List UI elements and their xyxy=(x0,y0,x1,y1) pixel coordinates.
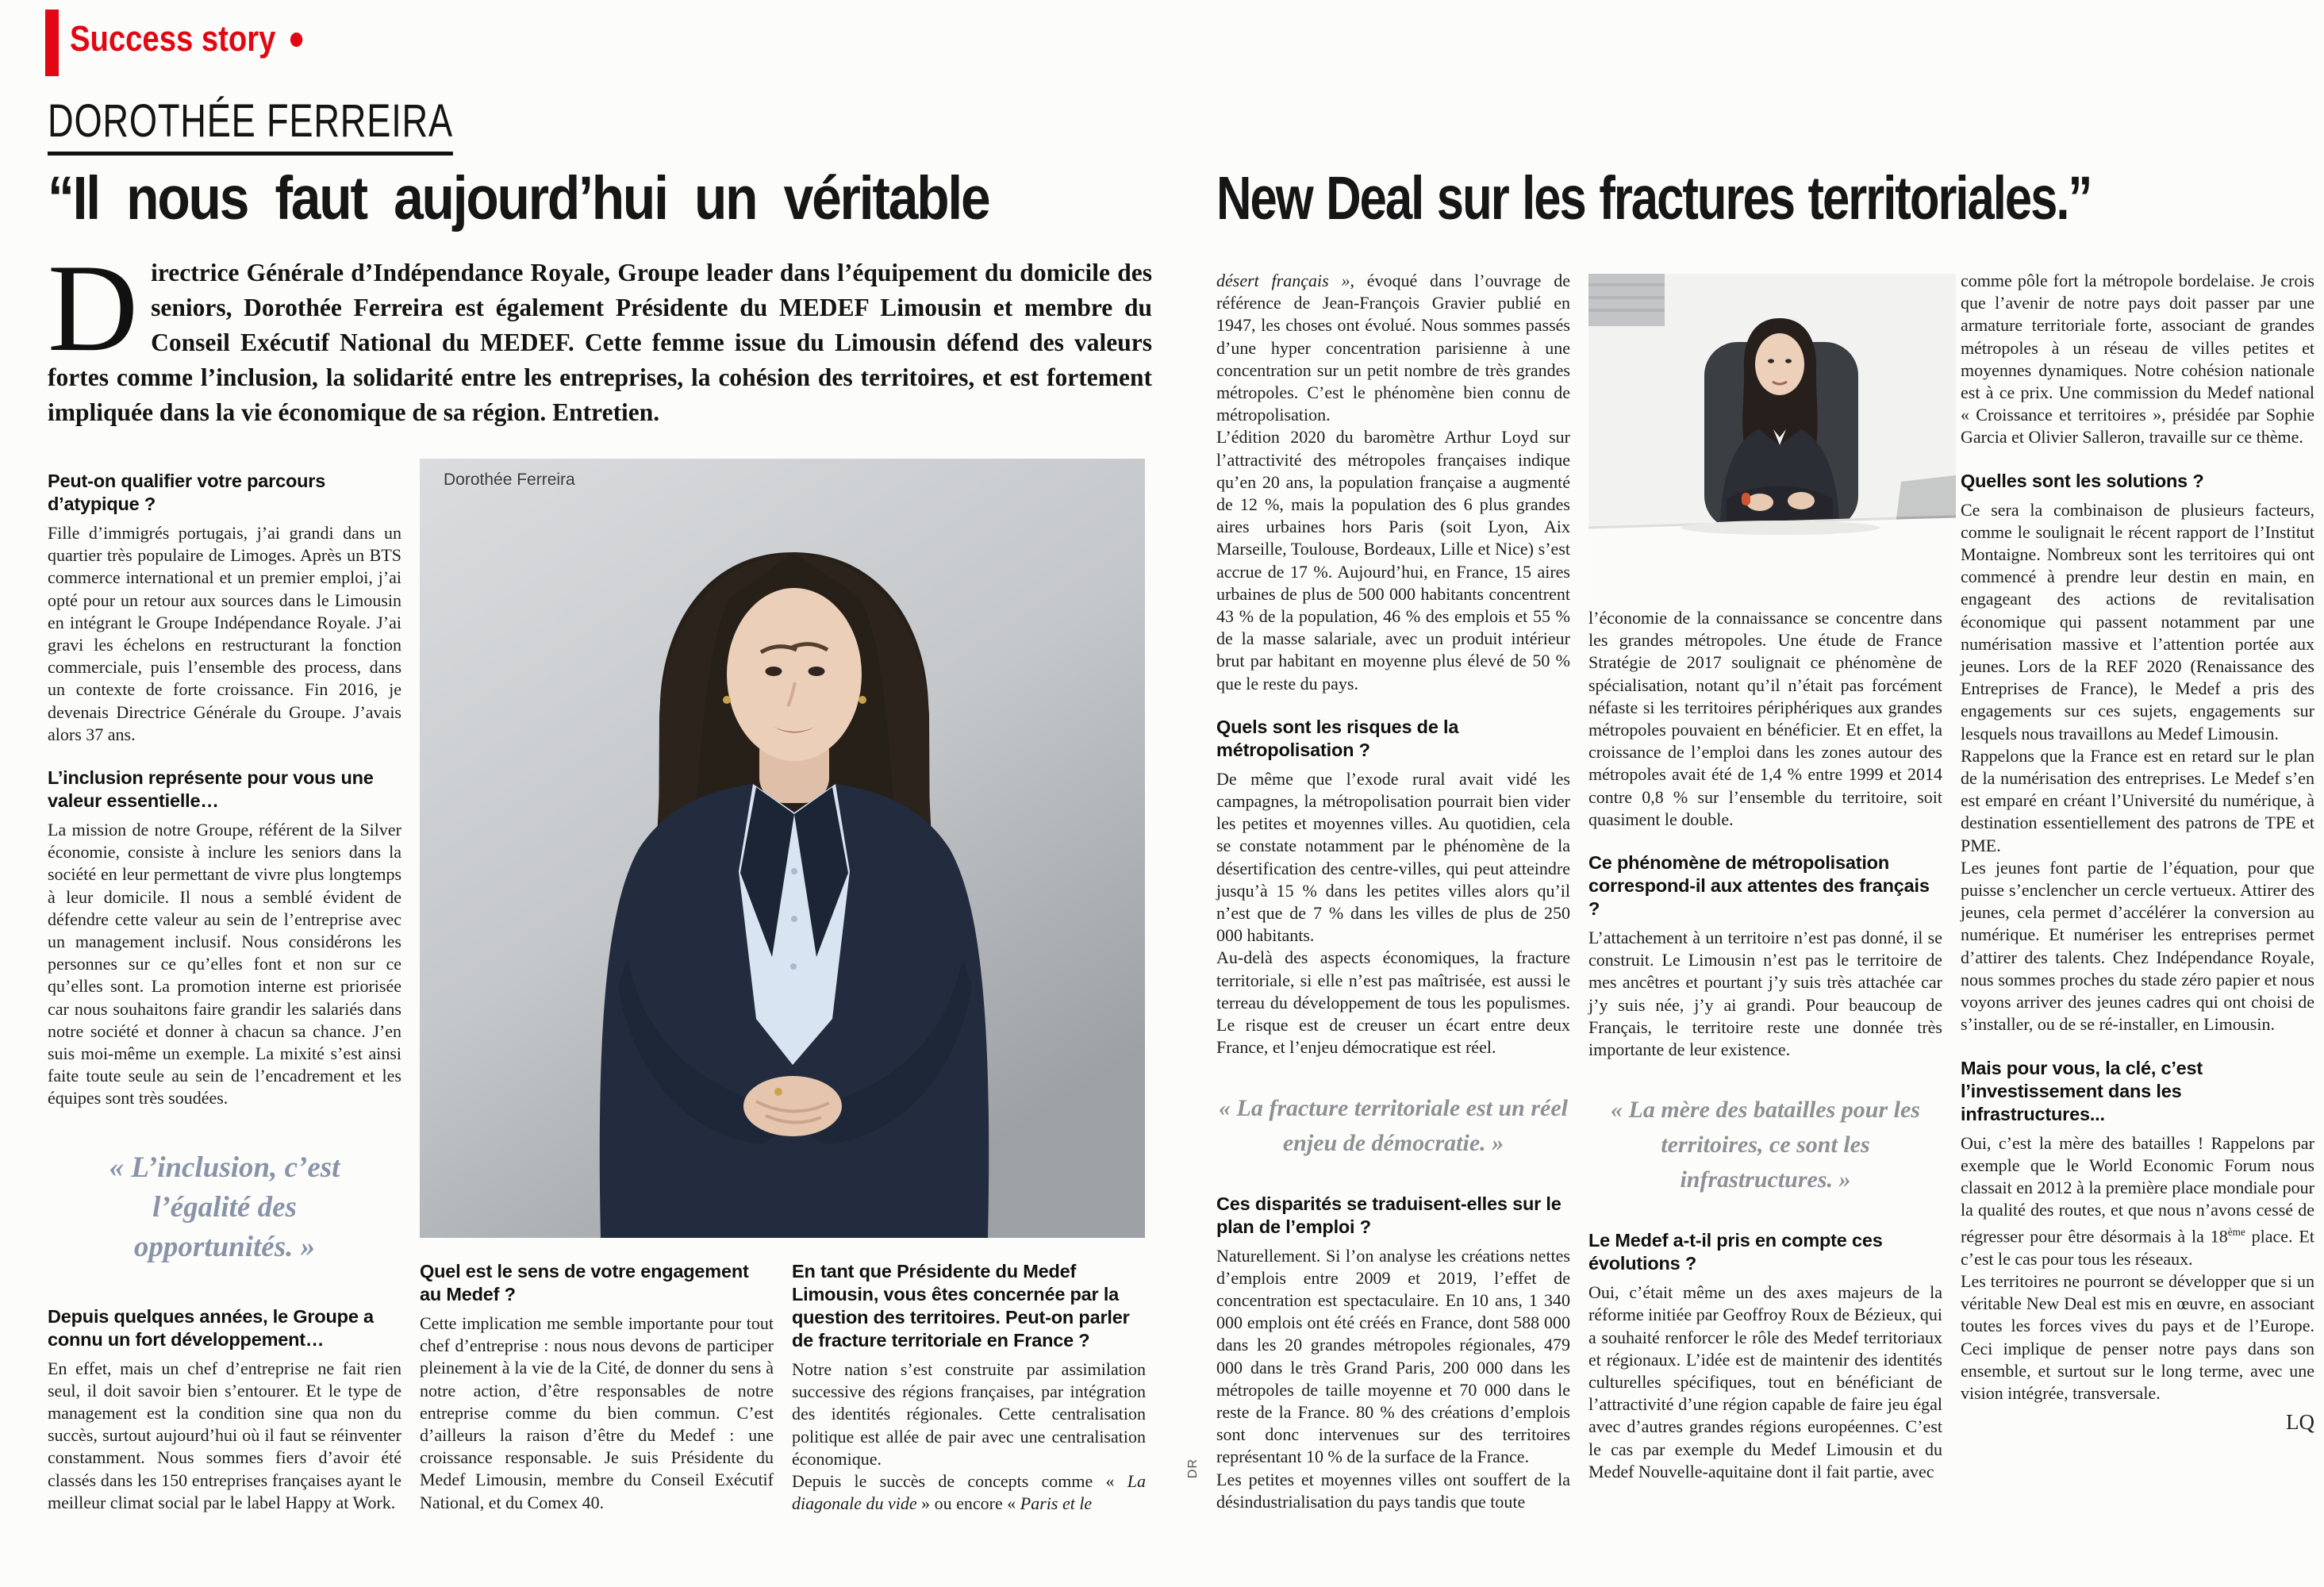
question: Ces disparités se traduisent-elles sur le plan de l’emploi ? xyxy=(1216,1193,1561,1237)
answer: comme pôle fort la métropole bordelaise. Je crois que l’avenir de notre pays doit passer par une armature territoriale forte, associant de grandes métropoles à un réseau de villes petites et moyennes dynamiques. Notre cohésion nationale est à ce prix. Une commission du Medef national « Croissance et territoires », présidée par Sophie Garcia et Olivier Salleron, travaille sur ce thème. xyxy=(1961,271,2314,448)
column-5 xyxy=(1588,607,1942,1483)
question: En tant que Présidente du Medef Limousin, vous êtes concernée par la question des territoires. Peut-on parler de fracture territoriale en France ? xyxy=(792,1261,1130,1351)
pull-quote: « La fracture territoriale est un réel enjeu de démocratie. » xyxy=(1219,1094,1568,1156)
answer: Les territoires ne pourront se développer que si un véritable New Deal est mis en œuvre, en associant toutes les forces vives du pays et de l’Europe. Ceci implique de penser notre pays dans son ensemble, et surtout sur le long terme, avec une vision intégrée, transversale. xyxy=(1961,1271,2314,1404)
answer: La mission de notre Groupe, référent de la Silver économie, consiste à inclure les seniors dans la société en leur permettant de vivre plus longtemps à leur domicile. Il nous a semblé évident de défendre cette valeur au sein de l’entreprise avec un management inclusif. Nous considérons les personnes sur ce qu’elles font et non sur ce qu’elles sont. La promotion interne est priorisée car nous souhaitons faire grandir les salariés dans notre société et donner à chacun sa chance. J’en suis moi-même un exemple. La mixité s’est ainsi faite toute seule au sein de l’encadrement et les équipes sont très soudées. xyxy=(48,820,401,1109)
question: Quel est le sens de votre engagement au Medef ? xyxy=(420,1261,749,1305)
answer: Notre nation s’est construite par assimilation successive des régions françaises, par intégration des identités régionales. Cette centralisation politique est allée de pair avec une centralisation économique. xyxy=(792,1359,1146,1469)
answer: Oui, c’était même un des axes majeurs de la réforme initiée par Geoffroy Roux de Bézieux, qui a souhaité renforcer le rôle des Medef territoriaux et régionaux. L’idée est de maintenir des identités culturelles spécifiques, tout en bénéficiant de l’attractivité d’une région capable de faire jeu égal avec d’autres grandes régions européennes. C’est le cas par exemple du Medef Limousin et du Medef Nouvelle-aquitaine dont il fait partie, avec xyxy=(1588,1282,1942,1481)
column-3 xyxy=(792,1260,1146,1515)
photo-caption: Dorothée Ferreira xyxy=(444,471,575,489)
answer xyxy=(792,1470,1146,1515)
answer: De même que l’exode rural avait vidé les campagnes, la métropolisation pourrait bien vider les petites et moyennes villes. Au quotidien, cela se constate notamment par le phénomène de la désertification des centre-villes, qui peut atteindre jusqu’à 15 % dans les petites villes alors qu’il n’est que de 7 % dans les villes de plus de 250 000 habitants. xyxy=(1216,768,1570,946)
answer: L’attachement à un territoire n’est pas donné, il se construit. Le Limousin n’est pas le territoire de mes ancêtres et pourtant j’y suis très attachée car j’y suis née, j’y ai grandi. Pour beaucoup de Français, le territoire reste une donnée très importante de leur existence. xyxy=(1588,928,1942,1060)
portrait-photo-standing xyxy=(420,459,1145,1238)
pull-quote: « L’inclusion, c’est l’égalité des opportunités. » xyxy=(109,1151,340,1263)
kicker xyxy=(70,18,302,59)
question: Mais pour vous, la clé, c’est l’investissement dans les infrastructures... xyxy=(1961,1057,2203,1124)
photo-credit: DR xyxy=(1186,1458,1200,1479)
answer-text: » ou encore « xyxy=(916,1493,1020,1514)
ordinal-superscript: ème xyxy=(2227,1226,2245,1239)
answer: Cette implication me semble importante pour tout chef d’entreprise : nous nous devons de participer pleinement à la vie de la Cité, de donner du sens à notre action, d’être responsables de notre entreprise comme du bien commun. C’est d’ailleurs la raison d’être du Medef : une croissance responsable. Je suis Présidente du Medef Limousin, membre du Conseil Exécutif National, et du Comex 40. xyxy=(420,1313,774,1512)
answer xyxy=(1216,270,1570,426)
byline-name: DOROTHÉE FERREIRA xyxy=(48,98,453,156)
kicker-bar xyxy=(45,10,59,76)
answer-text: Depuis le succès de concepts comme « xyxy=(792,1471,1127,1492)
answer: Fille d’immigrés portugais, j’ai grandi dans un quartier très populaire de Limoges. Après un BTS commerce international et un premier emploi, j’ai opté pour un retour aux sources dans le Limousin en intégrant le Groupe Indépendance Royale. J’ai gravi les échelons en restructurant la fonction commerciale, puis l’ensemble des process, dans un contexte de forte croissance. Fin 2016, je devenais Directrice Générale du Groupe. J’avais alors 37 ans. xyxy=(48,523,401,744)
author-initials: LQ xyxy=(2286,1410,2314,1435)
question: Quels sont les risques de la métropolisation ? xyxy=(1216,716,1459,760)
question: Depuis quelques années, le Groupe a connu un fort développement… xyxy=(48,1305,374,1350)
desk-photo-illustration xyxy=(1588,274,1956,601)
answer-text: Oui, c’est la mère des batailles ! Rappelons par exemple que le World Economic Forum nous classait en 2012 à la première place mondiale pour la qualité des routes, et que nous n’avons cessé de régresser pour être désormais à la 18 xyxy=(1961,1132,2314,1247)
column-6 xyxy=(1961,270,2314,1435)
question: Le Medef a-t-il pris en compte ces évolutions ? xyxy=(1588,1230,1883,1274)
dropcap: D xyxy=(48,239,139,378)
answer: Les petites et moyennes villes ont souffert de la désindustrialisation du pays tandis que toute xyxy=(1216,1469,1570,1512)
pull-quote: « La mère des batailles pour les territoires, ce sont les infrastructures. » xyxy=(1611,1097,1920,1193)
answer: L’édition 2020 du baromètre Arthur Loyd sur l’attractivité des métropoles françaises indique qu’en 20 ans, la population française a augmenté de 12 %, mais la population des 6 plus grandes aires urbaines hors Paris (soit Lyon, Aix Marseille, Toulouse, Bordeaux, Lille et Nice) s’est accrue de 17 %. Aujourd’hui, en France, 15 aires urbaines de plus de 500 000 habitants concentrent 43 % de la population, 46 % des emplois et 55 % de la masse salariale, avec un produit intérieur brut par habitant en moyenne plus élevé de 50 % que le reste du pays. xyxy=(1216,427,1570,694)
question: Ce phénomène de métropolisation correspond-il aux attentes des français ? xyxy=(1588,852,1930,920)
answer xyxy=(1961,1132,2314,1271)
answer: Rappelons que la France est en retard sur le plan de la numérisation des entreprises. Le Medef s’en est emparé en créant l’Université du numérique, à destination essentiellement des patrons de TPE et PME. xyxy=(1961,745,2314,855)
portrait-photo-illustration xyxy=(420,459,1145,1238)
answer-text: , évoqué dans l’ouvrage de référence de Jean-François Gravier publié en 1947, les choses ont évolué. Nous sommes passés d’une hyper concentration parisienne à une concentration sur un petit nombre de très grandes métropoles. C’est le phénomène bien connu de métropolisation. xyxy=(1216,271,1570,425)
headline-left: “Il nous faut aujourd’hui un véritable xyxy=(48,164,989,232)
book-title: La diagonale du vide xyxy=(792,1471,1146,1514)
answer: Naturellement. Si l’on analyse les créations nettes d’emplois entre 2009 et 2019, l’effet de concentration est spectaculaire. En 10 ans, 1 340 000 emplois ont été créés en France, dont 588 000 dans les 20 grandes métropoles régionales, 479 000 dans le très Grand Paris, 200 000 dans les métropoles de taille moyenne et 70 000 dans le reste de la France. 80 % des créations d’emplois sont donc intervenues sur des territoires représentant 10 % de la surface de la France. xyxy=(1216,1245,1570,1467)
answer-text: place. Et c’est le cas pour tous les réseaux. xyxy=(1961,1226,2314,1269)
answer: l’économie de la connaissance se concentre dans les grandes métropoles. Une étude de France Stratégie de 2017 soulignait ce phénomène de spécialisation, notant qu’il n’était pas forcément néfaste si les territoires périphériques aux grandes métropoles pouvaient en bénéficier. Et en effet, la croissance de l’emploi dans les zones autour des métropoles avait été de 1,4 % entre 1999 et 2014 contre 0,8 % sur l’ensemble du territoire, soit quasiment le double. xyxy=(1588,608,1942,829)
intro-text: irectrice Générale d’Indépendance Royale, Groupe leader dans l’équipement du domicile des seniors, Dorothée Ferreira est également Présidente du MEDEF Limousin et membre du Conseil Exécutif National du MEDEF. Cette femme issue du Limousin défend des valeurs fortes comme l’inclusion, la solidarité entre les entreprises, la cohésion des territoires, et est fortement impliquée dans la vie économique de sa région. Entretien. xyxy=(48,259,1152,426)
answer: Ce sera la combinaison de plusieurs facteurs, comme le soulignait le récent rapport de l’Institut Montaigne. Nombreux sont les territoires qui ont commencé à prendre leur destin en main, en engageant des actions de revitalisation économique qui passent notamment par une numérisation massive et l’attention portée aux jeunes. Lors de la REF 2020 (Renaissance des Entreprises de France), le Medef a pris des engagements sur ces sujets, engagements sur lesquels nous travaillons au Medef Limousin. xyxy=(1961,499,2314,744)
kicker-label: Success story xyxy=(70,18,276,59)
byline xyxy=(48,95,453,156)
column-1 xyxy=(48,470,401,1514)
question: L’inclusion représente pour vous une valeur essentielle… xyxy=(48,767,374,812)
book-title: Paris et le xyxy=(1020,1493,1093,1514)
answer: En effet, mais un chef d’entreprise ne fait rien seul, il doit savoir bien s’entourer. Et le type de management est la condition sine qua non du succès, surtout aujourd’hui où il faut se réinventer constamment. Nous sommes fiers d’avoir été classés dans les 150 entreprises françaises ayant le meilleur climat social par le label Happy at Work. xyxy=(48,1358,401,1512)
headline-right: New Deal sur les fractures territoriales.” xyxy=(1216,164,2092,232)
answer: Les jeunes font partie de l’équation, pour que puisse s’enclencher un cercle vertueux. Attirer des jeunes, cela permet d’accélérer la conversion au numérique. Et numériser les entreprises permet d’attirer des talents. Chez Indépendance Royale, nous sommes proches du stade zéro papier et nous voyons arriver des jeunes cadres qui ont choisi de s’installer, ou de se ré-installer, en Limousin. xyxy=(1961,857,2314,1035)
intro-paragraph xyxy=(48,239,1152,430)
question: Quelles sont les solutions ? xyxy=(1961,470,2204,491)
column-2 xyxy=(420,1260,774,1514)
kicker-dot-icon xyxy=(290,33,302,47)
question: Peut-on qualifier votre parcours d’atypique ? xyxy=(48,471,326,514)
column-4 xyxy=(1216,270,1570,1513)
book-title: désert français » xyxy=(1216,271,1350,290)
answer: Au-delà des aspects économiques, la fracture territoriale, si elle n’est pas maîtrisée, est aussi le terreau du développement de tous les populismes. Le risque est de creuser un écart entre deux France, et l’enjeu démocratique est réel. xyxy=(1216,947,1570,1058)
portrait-photo-desk xyxy=(1588,274,1956,601)
